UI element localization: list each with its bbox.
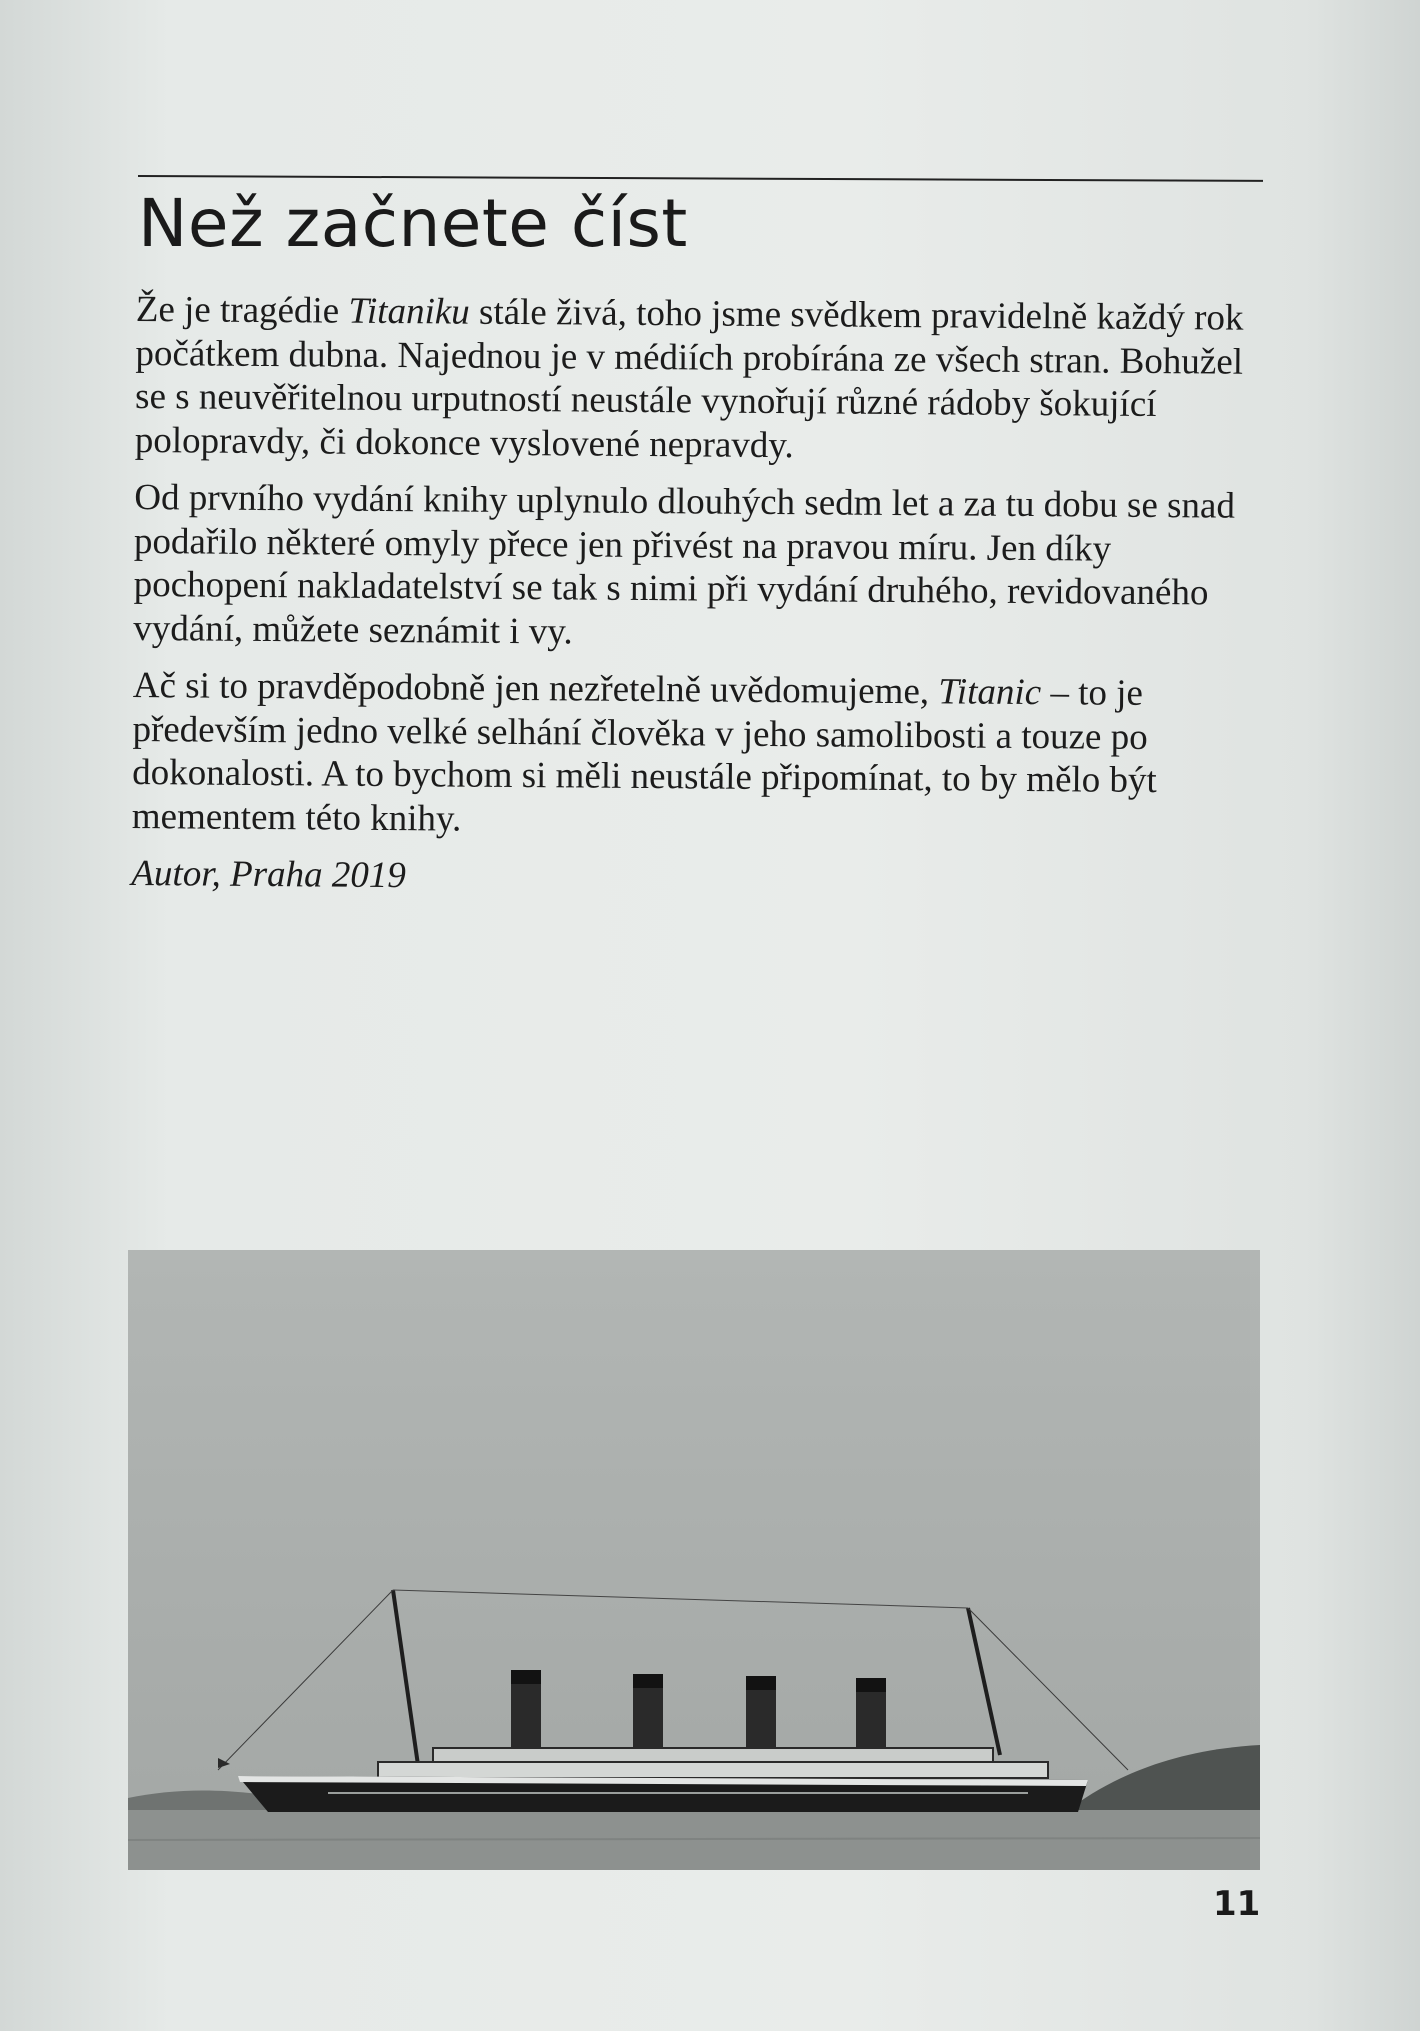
body-text — [131, 288, 1266, 904]
ship-photo — [128, 1250, 1260, 1870]
paragraph-1-emphasis: Titaniku — [348, 290, 470, 333]
funnel-3-top — [746, 1676, 776, 1690]
funnel-2-top — [633, 1674, 663, 1688]
portholes — [328, 1792, 1028, 1794]
paragraph-3-emphasis: Titanic — [938, 671, 1042, 714]
chapter-title: Než začnete číst — [138, 185, 688, 262]
paragraph-1-start: Že je tragédie — [135, 288, 349, 332]
funnel-1-top — [511, 1670, 541, 1684]
paragraph-3-end: – to je především jedno velké selhání člověka v jeho samolibosti a touze po dokonalosti. A to bychom si měli neustále připomínat, to by mělo být mementem této knihy. — [131, 672, 1157, 840]
page-number: 11 — [1213, 1884, 1261, 1924]
ship-illustration — [128, 1250, 1260, 1870]
funnel-4-top — [856, 1678, 886, 1692]
paragraph-1 — [135, 288, 1266, 471]
superstructure-lower — [378, 1762, 1048, 1778]
paragraph-3-start: Ač si to pravděpodobně jen nezřetelně uvědomujeme, — [132, 664, 939, 713]
paragraph-1-end: stále živá, toho jsme svědkem pravidelně každý rok počátkem dubna. Najednou je v médiích probírána ze všech stran. Bohužel se s neuvěřitelnou urputností neustále vynořují různé rádoby šokující polopravdy, či dokonce vyslovené nepravdy. — [134, 291, 1244, 466]
paragraph-2: Od prvního vydání knihy uplynulo dlouhých sedm let a za tu dobu se snad podařilo některé omyly přece jen přivést na pravou míru. Jen díky pochopení nakladatelství se tak s nimi při vydání druhého, revidovaného vydání, můžete seznámit i vy. — [133, 476, 1236, 652]
paragraph-3 — [132, 664, 1263, 847]
signature: Autor, Praha 2019 — [131, 852, 406, 897]
